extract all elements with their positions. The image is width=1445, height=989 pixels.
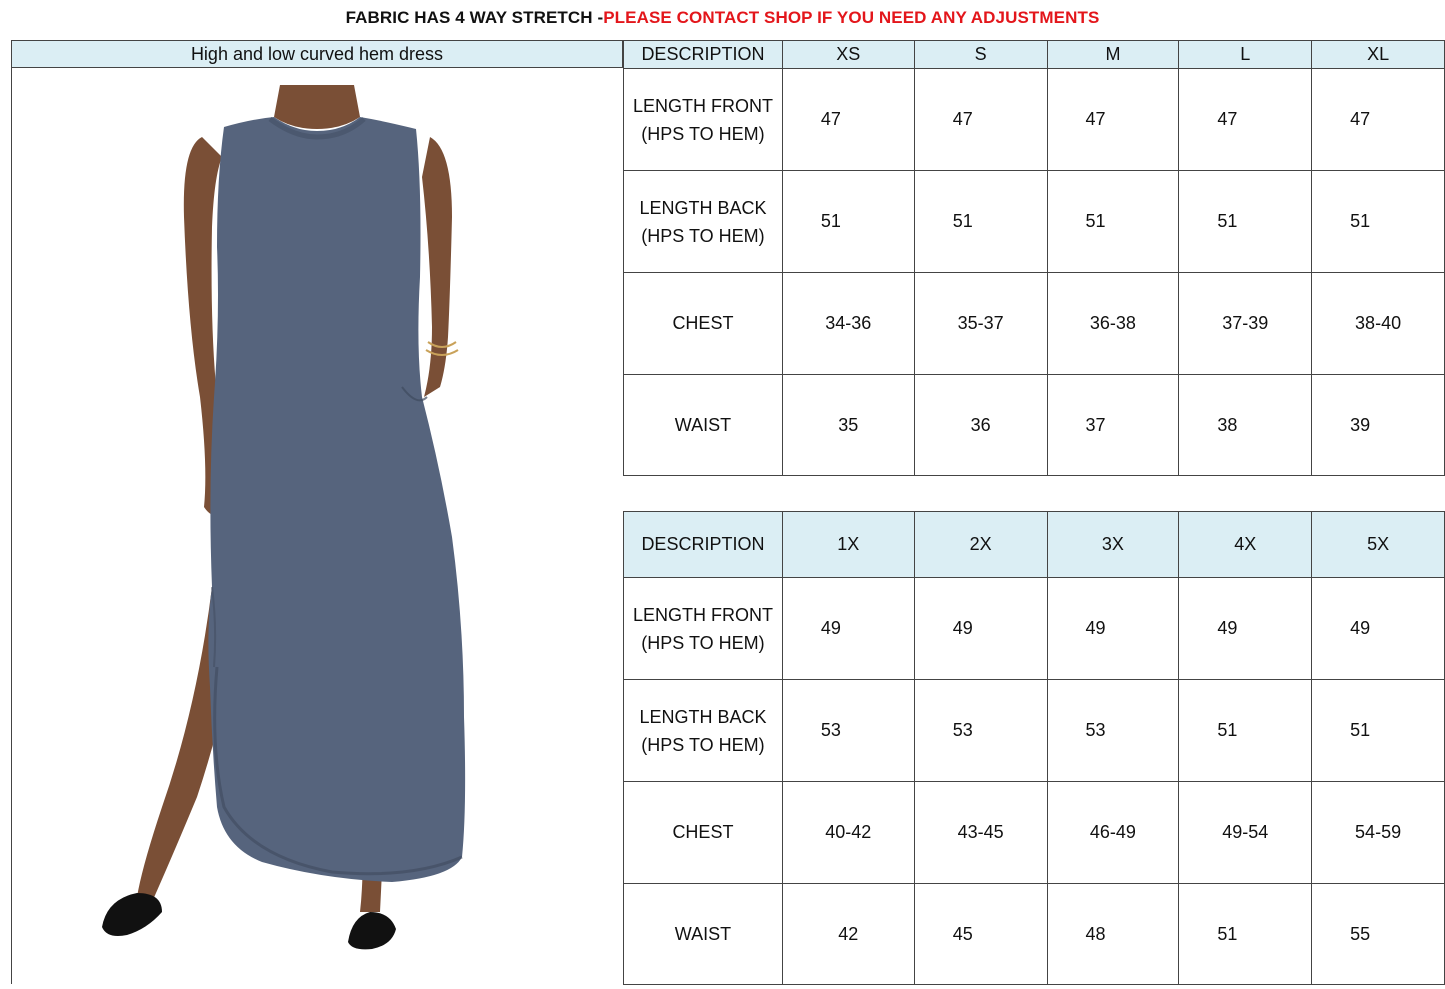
table-cell: 47 bbox=[914, 69, 1047, 171]
column-header: XL bbox=[1312, 41, 1445, 69]
table-cell: 51 bbox=[914, 171, 1047, 273]
dress-model-illustration bbox=[12, 67, 624, 984]
row-label: CHEST bbox=[624, 273, 783, 375]
column-header: S bbox=[914, 41, 1047, 69]
table-cell: 38-40 bbox=[1312, 273, 1445, 375]
right-sandal bbox=[348, 912, 396, 949]
table-cell: 51 bbox=[782, 171, 914, 273]
table-cell: 47 bbox=[782, 69, 914, 171]
table-cell: 51 bbox=[1179, 884, 1312, 985]
column-header: DESCRIPTION bbox=[624, 41, 783, 69]
column-header: L bbox=[1179, 41, 1312, 69]
table-cell: 34-36 bbox=[782, 273, 914, 375]
table-row bbox=[624, 578, 1445, 680]
left-sandal bbox=[102, 893, 162, 936]
table-cell: 39 bbox=[1312, 375, 1445, 476]
column-header: 4X bbox=[1179, 512, 1312, 578]
table-cell: 49 bbox=[1179, 578, 1312, 680]
table-cell: 47 bbox=[1179, 69, 1312, 171]
table-cell: 55 bbox=[1312, 884, 1445, 985]
table-row bbox=[624, 680, 1445, 782]
banner-contact-notice: PLEASE CONTACT SHOP IF YOU NEED ANY ADJUSTMENTS bbox=[603, 8, 1100, 27]
table-cell: 47 bbox=[1047, 69, 1179, 171]
table-cell: 37 bbox=[1047, 375, 1179, 476]
table-cell: 49-54 bbox=[1179, 782, 1312, 884]
size-table-regular bbox=[623, 40, 1445, 476]
column-header: DESCRIPTION bbox=[624, 512, 783, 578]
table-cell: 53 bbox=[1047, 680, 1179, 782]
table-cell: 49 bbox=[914, 578, 1047, 680]
table-cell: 51 bbox=[1179, 680, 1312, 782]
table-cell: 47 bbox=[1312, 69, 1445, 171]
table-row bbox=[624, 69, 1445, 171]
row-label: LENGTH FRONT (HPS TO HEM) bbox=[624, 578, 783, 680]
column-header: 5X bbox=[1312, 512, 1445, 578]
table-cell: 35 bbox=[782, 375, 914, 476]
table-row bbox=[624, 884, 1445, 985]
row-label: WAIST bbox=[624, 375, 783, 476]
table-cell: 42 bbox=[782, 884, 914, 985]
table-cell: 48 bbox=[1047, 884, 1179, 985]
table-row bbox=[624, 273, 1445, 375]
right-arm bbox=[422, 137, 452, 397]
column-header: 3X bbox=[1047, 512, 1179, 578]
page-banner bbox=[0, 8, 1445, 28]
table-cell: 51 bbox=[1047, 171, 1179, 273]
table-cell: 43-45 bbox=[914, 782, 1047, 884]
table-cell: 38 bbox=[1179, 375, 1312, 476]
table-cell: 51 bbox=[1312, 680, 1445, 782]
dress-shape bbox=[208, 117, 465, 882]
table-cell: 45 bbox=[914, 884, 1047, 985]
column-header: 2X bbox=[914, 512, 1047, 578]
product-photo bbox=[11, 67, 624, 984]
table-row bbox=[624, 171, 1445, 273]
table-cell: 35-37 bbox=[914, 273, 1047, 375]
product-title: High and low curved hem dress bbox=[11, 40, 623, 68]
banner-notice: FABRIC HAS 4 WAY STRETCH - bbox=[345, 8, 604, 27]
table-cell: 53 bbox=[914, 680, 1047, 782]
table-header-row bbox=[624, 512, 1445, 578]
column-header: 1X bbox=[782, 512, 914, 578]
table-cell: 46-49 bbox=[1047, 782, 1179, 884]
table-cell: 51 bbox=[1179, 171, 1312, 273]
table-cell: 49 bbox=[1047, 578, 1179, 680]
table-cell: 49 bbox=[1312, 578, 1445, 680]
row-label: CHEST bbox=[624, 782, 783, 884]
column-header: M bbox=[1047, 41, 1179, 69]
table-cell: 36 bbox=[914, 375, 1047, 476]
table-cell: 51 bbox=[1312, 171, 1445, 273]
table-cell: 53 bbox=[782, 680, 914, 782]
row-label: LENGTH BACK (HPS TO HEM) bbox=[624, 680, 783, 782]
table-cell: 37-39 bbox=[1179, 273, 1312, 375]
row-label: LENGTH BACK (HPS TO HEM) bbox=[624, 171, 783, 273]
row-label: LENGTH FRONT (HPS TO HEM) bbox=[624, 69, 783, 171]
table-row bbox=[624, 782, 1445, 884]
table-row bbox=[624, 375, 1445, 476]
table-header-row bbox=[624, 41, 1445, 69]
table-cell: 36-38 bbox=[1047, 273, 1179, 375]
row-label: WAIST bbox=[624, 884, 783, 985]
table-cell: 40-42 bbox=[782, 782, 914, 884]
size-table-plus bbox=[623, 511, 1445, 985]
table-cell: 54-59 bbox=[1312, 782, 1445, 884]
table-cell: 49 bbox=[782, 578, 914, 680]
column-header: XS bbox=[782, 41, 914, 69]
